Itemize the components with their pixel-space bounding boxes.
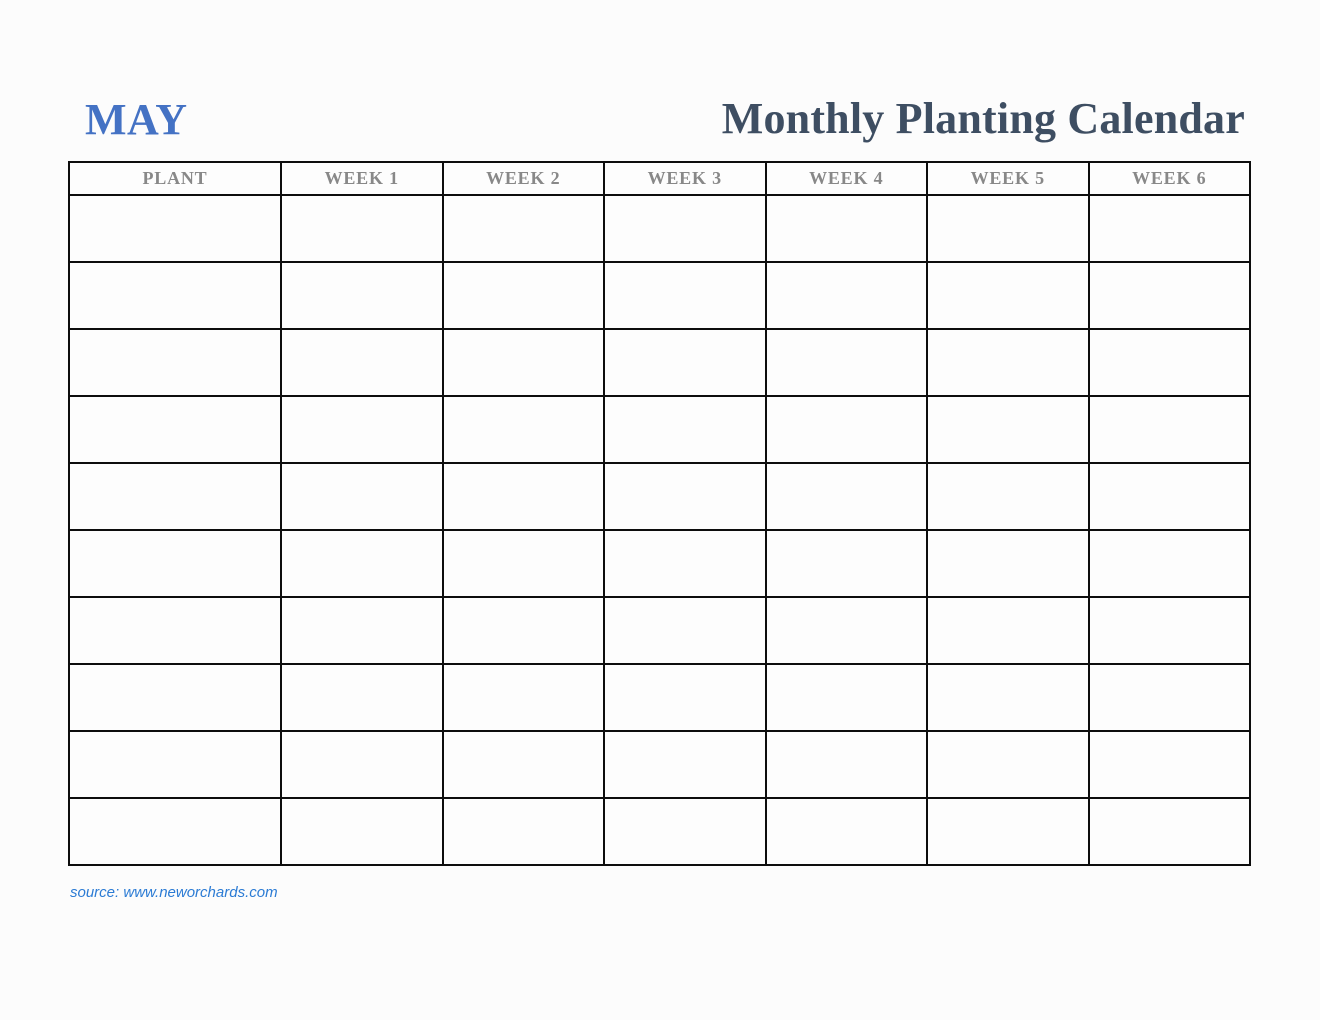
column-header-week-2: WEEK 2 — [443, 162, 605, 195]
cell-plant[interactable] — [69, 664, 281, 731]
table-row — [69, 463, 1250, 530]
cell-week1[interactable] — [281, 664, 443, 731]
cell-week6[interactable] — [1089, 463, 1251, 530]
cell-week6[interactable] — [1089, 262, 1251, 329]
column-header-plant: PLANT — [69, 162, 281, 195]
cell-week6[interactable] — [1089, 195, 1251, 262]
column-header-week-6: WEEK 6 — [1089, 162, 1251, 195]
cell-week2[interactable] — [443, 664, 605, 731]
page-title: Monthly Planting Calendar — [721, 94, 1245, 143]
cell-plant[interactable] — [69, 463, 281, 530]
table-row — [69, 396, 1250, 463]
cell-week2[interactable] — [443, 329, 605, 396]
cell-week2[interactable] — [443, 731, 605, 798]
cell-week6[interactable] — [1089, 731, 1251, 798]
cell-week5[interactable] — [927, 731, 1089, 798]
cell-week6[interactable] — [1089, 530, 1251, 597]
table-row — [69, 597, 1250, 664]
table-row — [69, 195, 1250, 262]
planting-calendar-table — [68, 161, 1251, 866]
cell-week6[interactable] — [1089, 329, 1251, 396]
cell-week4[interactable] — [766, 731, 928, 798]
cell-week4[interactable] — [766, 262, 928, 329]
cell-plant[interactable] — [69, 329, 281, 396]
calendar-table-container — [68, 161, 1249, 866]
cell-plant[interactable] — [69, 597, 281, 664]
column-header-week-4: WEEK 4 — [766, 162, 928, 195]
cell-week1[interactable] — [281, 597, 443, 664]
table-row — [69, 798, 1250, 865]
cell-week2[interactable] — [443, 597, 605, 664]
cell-week4[interactable] — [766, 530, 928, 597]
table-row — [69, 731, 1250, 798]
cell-plant[interactable] — [69, 262, 281, 329]
cell-week5[interactable] — [927, 664, 1089, 731]
table-header-row — [69, 162, 1250, 195]
cell-week1[interactable] — [281, 195, 443, 262]
cell-week2[interactable] — [443, 262, 605, 329]
cell-week1[interactable] — [281, 396, 443, 463]
month-title: may — [85, 78, 188, 148]
cell-week2[interactable] — [443, 530, 605, 597]
cell-week3[interactable] — [604, 664, 766, 731]
cell-plant[interactable] — [69, 195, 281, 262]
cell-week3[interactable] — [604, 396, 766, 463]
cell-week3[interactable] — [604, 329, 766, 396]
cell-week4[interactable] — [766, 396, 928, 463]
cell-week3[interactable] — [604, 798, 766, 865]
table-row — [69, 262, 1250, 329]
cell-week1[interactable] — [281, 463, 443, 530]
cell-week3[interactable] — [604, 262, 766, 329]
cell-week3[interactable] — [604, 597, 766, 664]
cell-week4[interactable] — [766, 597, 928, 664]
cell-week3[interactable] — [604, 463, 766, 530]
table-row — [69, 664, 1250, 731]
source-note[interactable]: source: www.neworchards.com — [70, 884, 278, 901]
cell-week5[interactable] — [927, 530, 1089, 597]
table-body — [69, 195, 1250, 865]
cell-week5[interactable] — [927, 262, 1089, 329]
cell-week3[interactable] — [604, 195, 766, 262]
cell-week1[interactable] — [281, 262, 443, 329]
cell-week6[interactable] — [1089, 396, 1251, 463]
cell-week6[interactable] — [1089, 597, 1251, 664]
cell-week3[interactable] — [604, 530, 766, 597]
table-header — [69, 162, 1250, 195]
cell-week5[interactable] — [927, 597, 1089, 664]
cell-plant[interactable] — [69, 396, 281, 463]
cell-week1[interactable] — [281, 731, 443, 798]
cell-plant[interactable] — [69, 731, 281, 798]
table-row — [69, 530, 1250, 597]
cell-week2[interactable] — [443, 463, 605, 530]
cell-week6[interactable] — [1089, 664, 1251, 731]
cell-week1[interactable] — [281, 530, 443, 597]
cell-week2[interactable] — [443, 195, 605, 262]
cell-week4[interactable] — [766, 329, 928, 396]
cell-week4[interactable] — [766, 798, 928, 865]
cell-week1[interactable] — [281, 798, 443, 865]
cell-week4[interactable] — [766, 463, 928, 530]
cell-week5[interactable] — [927, 195, 1089, 262]
cell-week5[interactable] — [927, 329, 1089, 396]
cell-week6[interactable] — [1089, 798, 1251, 865]
cell-week3[interactable] — [604, 731, 766, 798]
cell-week2[interactable] — [443, 396, 605, 463]
cell-week5[interactable] — [927, 463, 1089, 530]
cell-week5[interactable] — [927, 798, 1089, 865]
cell-week1[interactable] — [281, 329, 443, 396]
cell-week5[interactable] — [927, 396, 1089, 463]
cell-plant[interactable] — [69, 798, 281, 865]
cell-week2[interactable] — [443, 798, 605, 865]
cell-plant[interactable] — [69, 530, 281, 597]
page-header — [68, 55, 1249, 148]
cell-week4[interactable] — [766, 664, 928, 731]
column-header-week-5: WEEK 5 — [927, 162, 1089, 195]
column-header-week-1: WEEK 1 — [281, 162, 443, 195]
table-row — [69, 329, 1250, 396]
column-header-week-3: WEEK 3 — [604, 162, 766, 195]
cell-week4[interactable] — [766, 195, 928, 262]
